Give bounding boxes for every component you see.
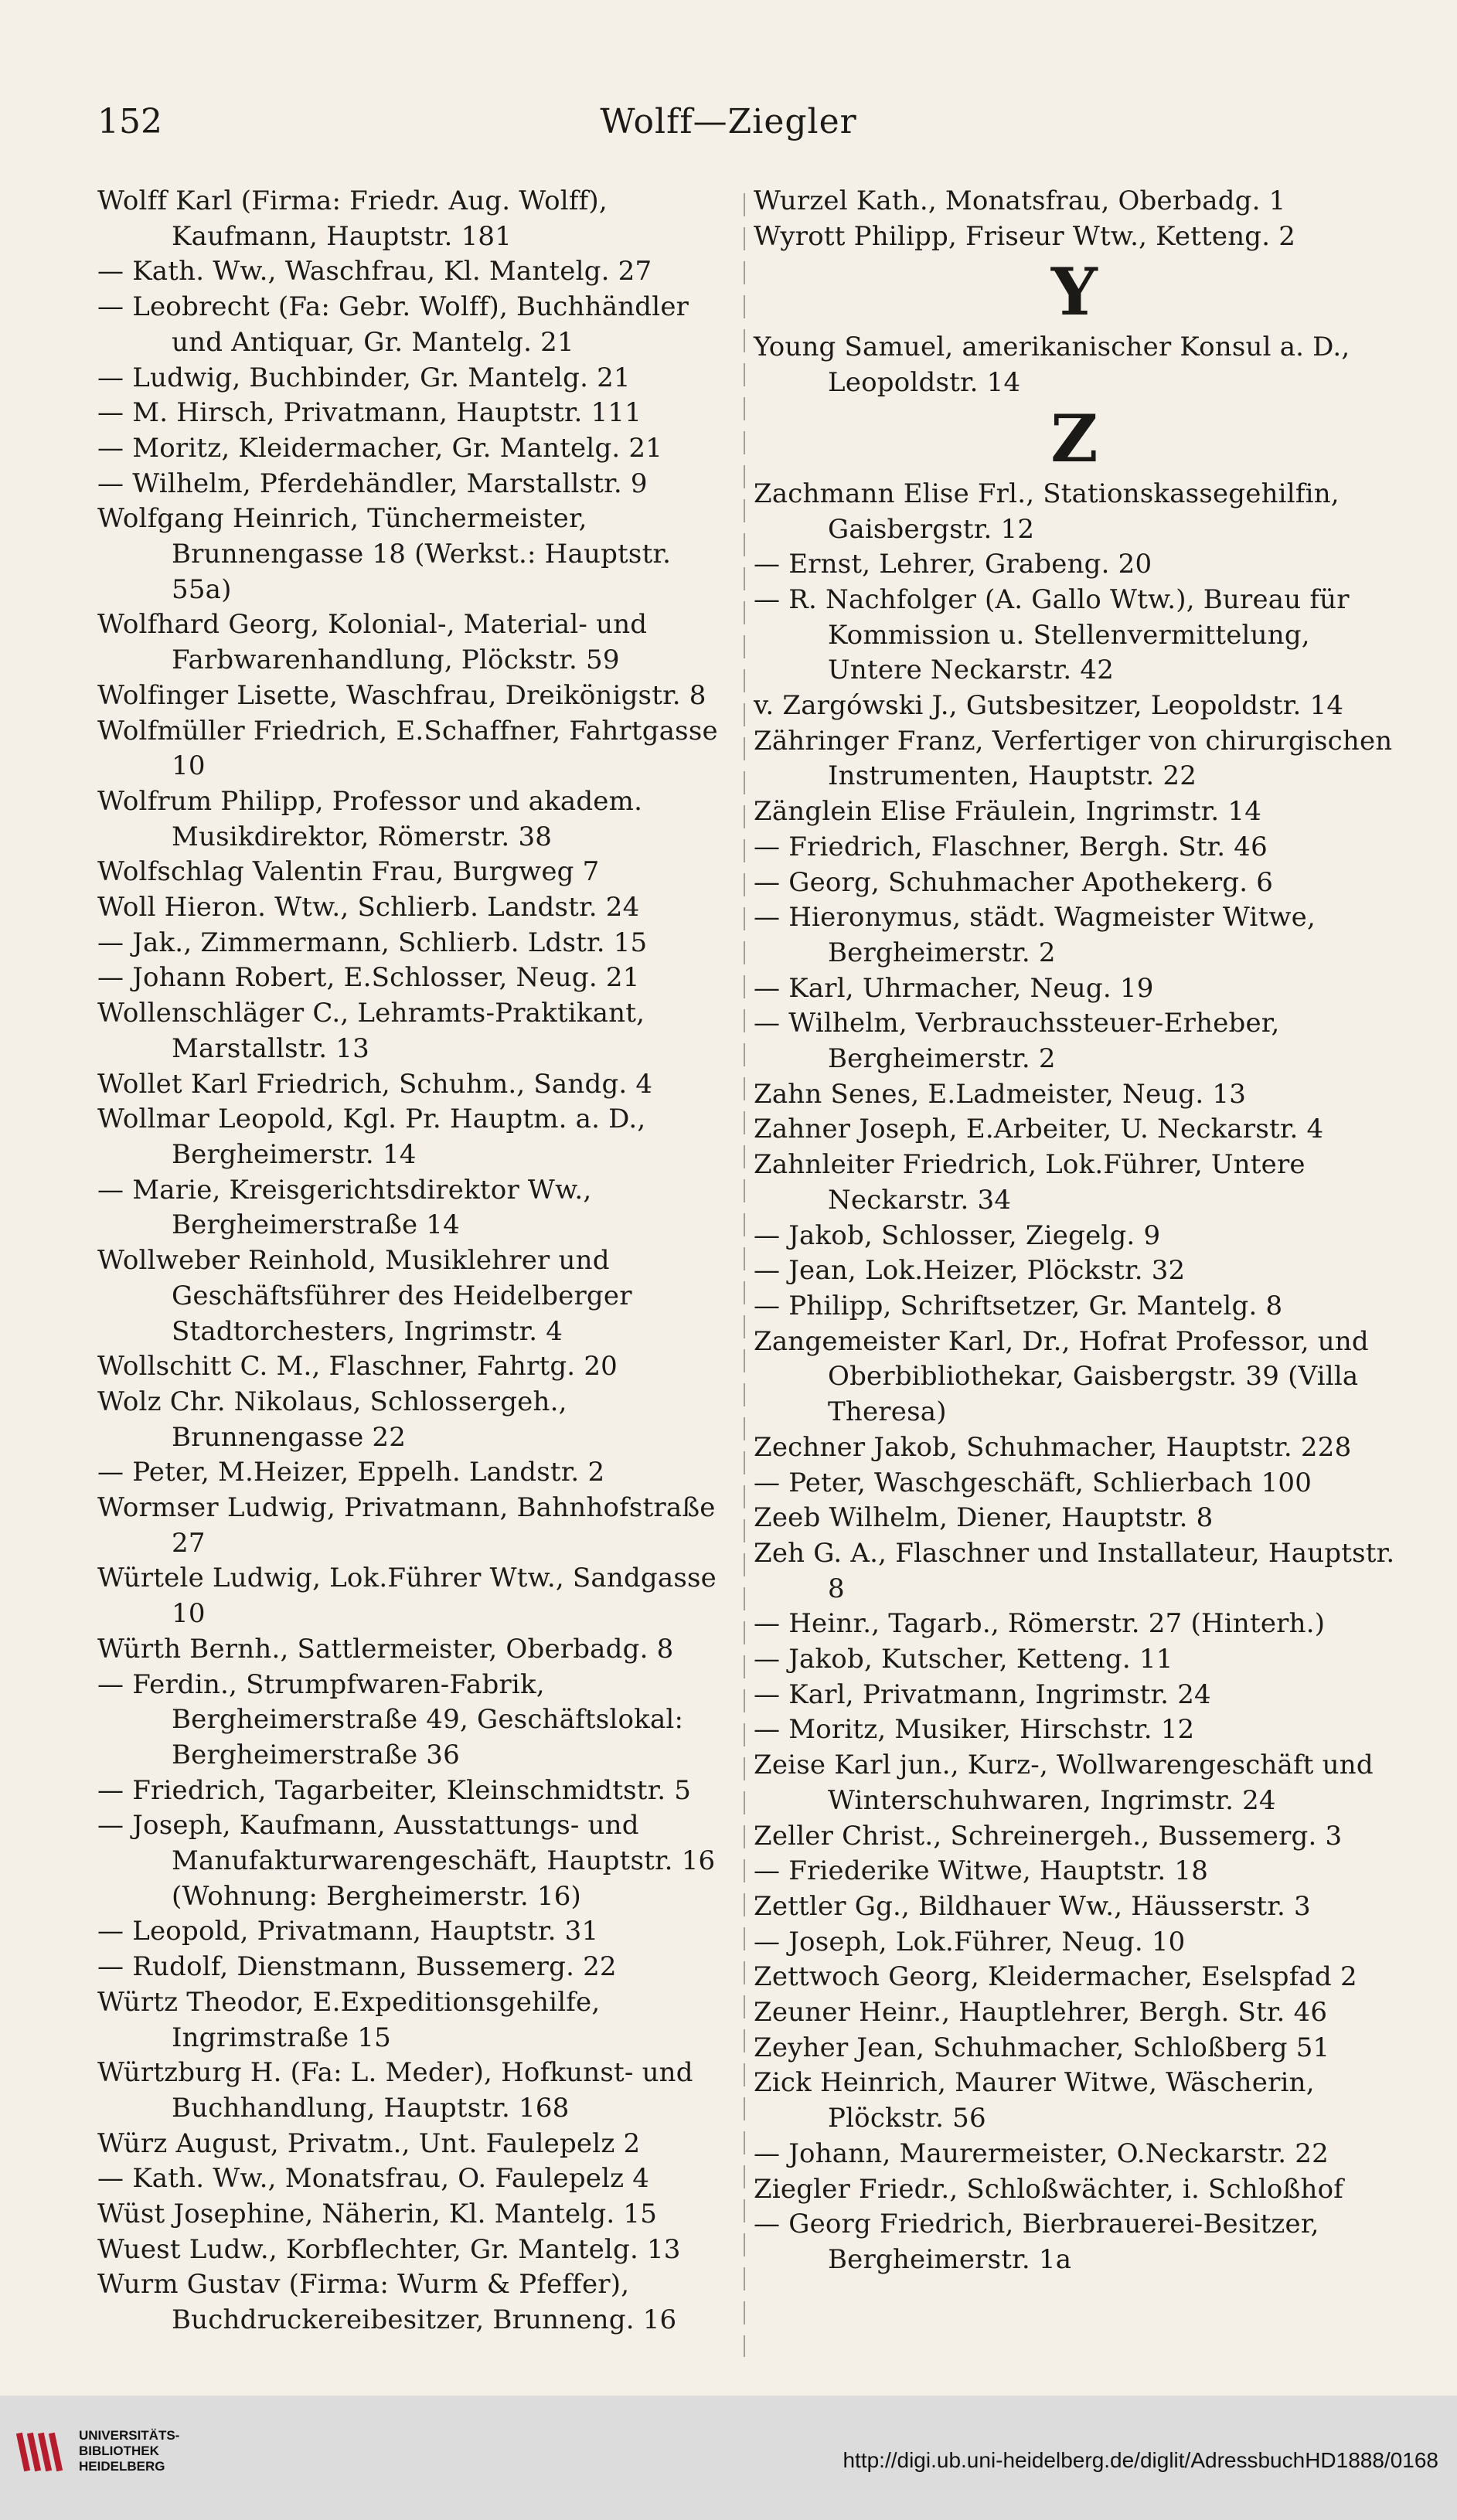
directory-entry: — Johann Robert, E.Schlosser, Neug. 21 [97,962,640,994]
directory-entry: — Karl, Privatmann, Ingrimstr. 24 [754,1678,1211,1710]
directory-entry: Zeller Christ., Schreinergeh., Bussemerg. 3 [754,1820,1343,1852]
directory-entry: — Joseph, Kaufmann, Ausstattungs- und Manufakturwarengeschäft, Hauptstr. 16 (Wohnung: Bergheimerstr. 16) [97,1810,716,1912]
directory-entry: Zick Heinrich, Maurer Witwe, Wäscherin, Plöckstr. 56 [754,2067,1315,2134]
directory-entry: Würth Bernh., Sattlermeister, Oberbadg. 8 [97,1633,674,1665]
directory-entry: Zahnleiter Friedrich, Lok.Führer, Untere Neckarstr. 34 [754,1149,1306,1216]
directory-entry: Wolfinger Lisette, Waschfrau, Dreikönigstr. 8 [97,679,706,711]
directory-entry: Wurzel Kath., Monatsfrau, Oberbadg. 1 [754,185,1286,216]
directory-entry: — Jakob, Schlosser, Ziegelg. 9 [754,1219,1161,1251]
right-column [754,184,1395,2278]
directory-entry: Wolfgang Heinrich, Tünchermeister, Brunnengasse 18 (Werkst.: Hauptstr. 55a) [97,503,672,605]
directory-entry: Young Samuel, amerikanischer Konsul a. D., Leopoldstr. 14 [754,332,1350,399]
directory-entry: — R. Nachfolger (A. Gallo Wtw.), Bureau für Kommission u. Stellenvermittelung, Untere Neckarstr. 42 [754,583,1350,686]
directory-entry: — Wilhelm, Pferdehändler, Marstallstr. 9 [97,468,648,499]
directory-entry: — Kath. Ww., Monatsfrau, O. Faulepelz 4 [97,2163,650,2195]
directory-entry: — Heinr., Tagarb., Römerstr. 27 (Hinterh.) [754,1608,1326,1640]
directory-entry: Wollweber Reinhold, Musiklehrer und Geschäftsführer des Heidelberger Stadtorchesters, Ingrimstr. 4 [97,1245,632,1347]
directory-entry: Wollschitt C. M., Flaschner, Fahrtg. 20 [97,1351,618,1382]
directory-entry: Woll Hieron. Wtw., Schlierb. Landstr. 24 [97,892,640,923]
directory-entry: — Peter, Waschgeschäft, Schlierbach 100 [754,1467,1312,1498]
directory-entry: — Friederike Witwe, Hauptstr. 18 [754,1855,1209,1887]
directory-entry: — Moritz, Kleidermacher, Gr. Mantelg. 21 [97,432,663,464]
directory-entry: — Georg, Schuhmacher Apothekerg. 6 [754,866,1274,898]
directory-entry: — Peter, M.Heizer, Eppelh. Landstr. 2 [97,1457,605,1488]
directory-entry: Wolz Chr. Nikolaus, Schlossergeh., Brunnengasse 22 [97,1386,567,1453]
directory-entry: Wollmar Leopold, Kgl. Pr. Hauptm. a. D., Bergheimerstr. 14 [97,1104,646,1170]
directory-entry: Wurm Gustav (Firma: Wurm & Pfeffer), Buchdruckereibesitzer, Brunneng. 16 [97,2269,677,2336]
directory-entry: — Ferdin., Strumpfwaren-Fabrik, Bergheimerstraße 49, Geschäftslokal: Bergheimerstraße 36 [97,1668,684,1770]
directory-entry: Zangemeister Karl, Dr., Hofrat Professor, und Oberbibliothekar, Gaisbergstr. 39 (Villa Theresa) [754,1325,1369,1428]
directory-entry: Zettwoch Georg, Kleidermacher, Eselspfad 2 [754,1961,1357,1993]
directory-entry: Wollenschläger C., Lehramts-Praktikant, Marstallstr. 13 [97,998,645,1064]
directory-entry: — Leobrecht (Fa: Gebr. Wolff), Buchhändler und Antiquar, Gr. Mantelg. 21 [97,291,689,358]
directory-entry: — Jak., Zimmermann, Schlierb. Ldstr. 15 [97,927,648,958]
university-seal-icon [15,2425,70,2479]
directory-entry: Wolfschlag Valentin Frau, Burgweg 7 [97,856,600,888]
directory-entry: Zeise Karl jun., Kurz-, Wollwarengeschäft und Winterschuhwaren, Ingrimstr. 24 [754,1750,1374,1816]
directory-entry: Wollet Karl Friedrich, Schuhm., Sandg. 4 [97,1068,653,1100]
directory-entry: — Rudolf, Dienstmann, Bussemerg. 22 [97,1951,617,1983]
directory-entry: — Joseph, Lok.Führer, Neug. 10 [754,1926,1186,1957]
directory-entry: — Georg Friedrich, Bierbrauerei-Besitzer, Bergheimerstr. 1a [754,2209,1319,2275]
directory-entry: Würtzburg H. (Fa: L. Meder), Hofkunst- und Buchhandlung, Hauptstr. 168 [97,2057,693,2124]
directory-entry: Zeyher Jean, Schuhmacher, Schloßberg 51 [754,2032,1330,2063]
directory-entry: Wormser Ludwig, Privatmann, Bahnhofstraße 27 [97,1492,716,1559]
directory-entry: Wolff Karl (Firma: Friedr. Aug. Wolff), Kaufmann, Hauptstr. 181 [97,185,608,252]
directory-entry: Zänglein Elise Fräulein, Ingrimstr. 14 [754,796,1262,828]
section-letter: Y [1050,253,1098,331]
directory-entry: — Leopold, Privatmann, Hauptstr. 31 [97,1916,599,1947]
page-title: Wolff—Ziegler [600,102,857,141]
directory-entry: Zettler Gg., Bildhauer Ww., Häusserstr. 3 [754,1890,1311,1922]
directory-entry: — Ludwig, Buchbinder, Gr. Mantelg. 21 [97,362,631,393]
directory-entry: v. Zargówski J., Gutsbesitzer, Leopoldstr. 14 [754,690,1344,722]
viewer-footer [0,2396,1457,2520]
directory-entry: — Jean, Lok.Heizer, Plöckstr. 32 [754,1255,1186,1287]
library-logo-text: UNIVERSITÄTS- BIBLIOTHEK HEIDELBERG [79,2428,180,2474]
directory-entry: Wolfmüller Friedrich, E.Schaffner, Fahrtgasse 10 [97,715,718,782]
directory-entry: — Philipp, Schriftsetzer, Gr. Mantelg. 8 [754,1290,1283,1321]
directory-entry: Zeuner Heinr., Hauptlehrer, Bergh. Str. 46 [754,1997,1328,2029]
directory-entry: — Ernst, Lehrer, Grabeng. 20 [754,549,1152,580]
directory-entry: Zeeb Wilhelm, Diener, Hauptstr. 8 [754,1502,1214,1534]
page-number: 152 [97,102,162,141]
directory-entry: Wolfhard Georg, Kolonial-, Material- und Farbwarenhandlung, Plöckstr. 59 [97,609,648,676]
directory-entry: Würtz Theodor, E.Expeditionsgehilfe, Ingrimstraße 15 [97,1986,601,2053]
directory-entry: — Kath. Ww., Waschfrau, Kl. Mantelg. 27 [97,256,652,287]
directory-entry: Würtele Ludwig, Lok.Führer Wtw., Sandgasse 10 [97,1563,717,1630]
directory-entry: Würz August, Privatm., Unt. Faulepelz 2 [97,2127,641,2159]
directory-entry: — Jakob, Kutscher, Ketteng. 11 [754,1644,1173,1675]
directory-entry: — Wilhelm, Verbrauchssteuer-Erheber, Bergheimerstr. 2 [754,1008,1280,1075]
left-column [97,184,739,2338]
directory-entry: Ziegler Friedr., Schloßwächter, i. Schloßhof [754,2173,1344,2205]
source-url[interactable]: http://digi.ub.uni-heidelberg.de/diglit/AdressbuchHD1888/0168 [843,2448,1438,2472]
directory-entry: Zahn Senes, E.Ladmeister, Neug. 13 [754,1078,1247,1110]
directory-entry: Zechner Jakob, Schuhmacher, Hauptstr. 228 [754,1431,1352,1463]
directory-entry: — Hieronymus, städt. Wagmeister Witwe, Bergheimerstr. 2 [754,902,1316,968]
directory-entry: Wolfrum Philipp, Professor und akadem. Musikdirektor, Römerstr. 38 [97,785,643,852]
directory-entry: — Moritz, Musiker, Hirschstr. 12 [754,1714,1195,1746]
section-letter: Z [1050,400,1098,477]
directory-entry: — Marie, Kreisgerichtsdirektor Ww., Bergheimerstraße 14 [97,1174,592,1241]
column-divider [744,193,745,2357]
directory-entry: Zähringer Franz, Verfertiger von chirurgischen Instrumenten, Hauptstr. 22 [754,725,1393,792]
directory-entry: Zahner Joseph, E.Arbeiter, U. Neckarstr. 4 [754,1114,1324,1145]
directory-entry: Wyrott Philipp, Friseur Wtw., Ketteng. 2 [754,220,1296,252]
directory-entry: — Friedrich, Tagarbeiter, Kleinschmidtstr. 5 [97,1774,692,1806]
directory-entry: — Friedrich, Flaschner, Bergh. Str. 46 [754,831,1268,862]
directory-entry: Wuest Ludw., Korbflechter, Gr. Mantelg. 13 [97,2233,681,2265]
directory-entry: — Karl, Uhrmacher, Neug. 19 [754,972,1154,1004]
directory-entry: Zachmann Elise Frl., Stationskassegehilfin, Gaisbergstr. 12 [754,478,1340,545]
directory-entry: Zeh G. A., Flaschner und Installateur, Hauptstr. 8 [754,1537,1395,1604]
directory-entry: — Johann, Maurermeister, O.Neckarstr. 22 [754,2137,1329,2169]
directory-entry: Wüst Josephine, Näherin, Kl. Mantelg. 15 [97,2199,658,2230]
directory-entry: — M. Hirsch, Privatmann, Hauptstr. 111 [97,397,642,429]
